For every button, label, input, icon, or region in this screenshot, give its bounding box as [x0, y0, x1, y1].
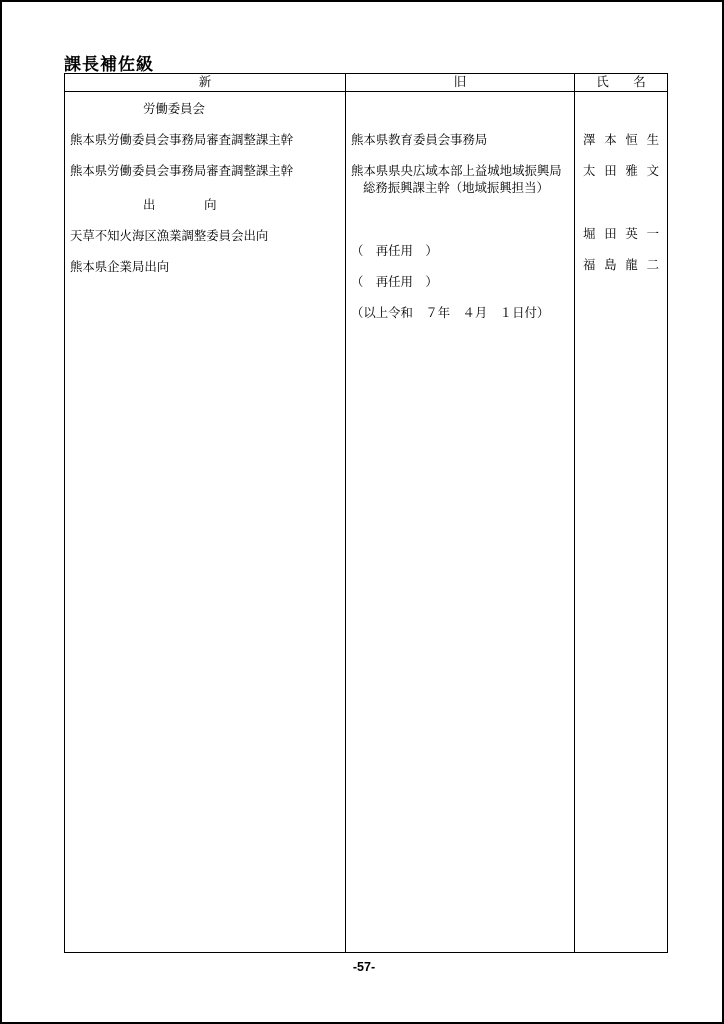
person-3-surname-char-1: 堀	[583, 227, 596, 241]
section-heading-secondment: 出 向	[143, 198, 225, 212]
column-header-name	[575, 74, 668, 92]
person-1-given-char-2: 生	[646, 133, 659, 147]
column-header-new: 新	[65, 74, 346, 92]
person-4-surname-char-1: 福	[583, 258, 596, 272]
old-position-2-sub: 総務振興課主幹（地域振興担当）	[363, 181, 549, 195]
page-number: -57-	[352, 960, 376, 974]
new-position-2: 熊本県労働委員会事務局審査調整課主幹	[70, 164, 294, 178]
name-spacer-heading2	[575, 197, 667, 214]
person-2-surname-char-2: 田	[604, 164, 617, 178]
person-name-2	[575, 163, 667, 180]
person-name-3	[575, 226, 667, 243]
person-name-4	[575, 257, 667, 274]
old-position-column	[346, 92, 575, 953]
person-2-given-char-2: 文	[646, 164, 659, 178]
person-3-given-char-1: 英	[625, 227, 638, 241]
new-position-3: 天草不知火海区漁業調整委員会出向	[70, 229, 269, 243]
personnel-table	[64, 73, 664, 953]
person-4-given-char-1: 龍	[625, 258, 638, 272]
table-header-row	[65, 74, 668, 92]
column-header-old: 旧	[346, 74, 575, 92]
person-4-surname-char-2: 島	[604, 258, 617, 272]
table-body-row	[65, 92, 668, 953]
person-name-1	[575, 132, 667, 149]
section-heading-labor-commission: 労働委員会	[143, 102, 205, 116]
person-1-given-char-1: 恒	[625, 133, 638, 147]
old-spacer-heading2	[346, 214, 574, 231]
person-3-given-char-2: 一	[646, 227, 659, 241]
name-column	[575, 92, 668, 953]
column-header-name-label: 氏 名	[596, 75, 652, 89]
new-position-4: 熊本県企業局出向	[70, 260, 170, 274]
new-position-column	[65, 92, 346, 953]
name-spacer-heading	[575, 101, 667, 118]
page-title: 課長補佐級	[64, 55, 154, 74]
old-position-3: （ 再任用 ）	[351, 244, 438, 258]
person-1-surname-char-1: 澤	[583, 133, 596, 147]
person-1-surname-char-2: 本	[604, 133, 617, 147]
person-3-surname-char-2: 田	[604, 227, 617, 241]
old-position-1: 熊本県教育委員会事務局	[351, 133, 488, 147]
old-spacer-heading	[346, 101, 574, 118]
effective-date-note: （以上令和 ７年 ４月 １日付）	[351, 306, 550, 320]
old-position-2: 熊本県県央広域本部上益城地域振興局	[351, 164, 562, 178]
person-2-given-char-1: 雅	[625, 164, 638, 178]
new-position-1: 熊本県労働委員会事務局審査調整課主幹	[70, 133, 294, 147]
person-2-surname-char-1: 太	[583, 164, 596, 178]
person-4-given-char-2: 二	[646, 258, 659, 272]
old-position-4: （ 再任用 ）	[351, 275, 438, 289]
